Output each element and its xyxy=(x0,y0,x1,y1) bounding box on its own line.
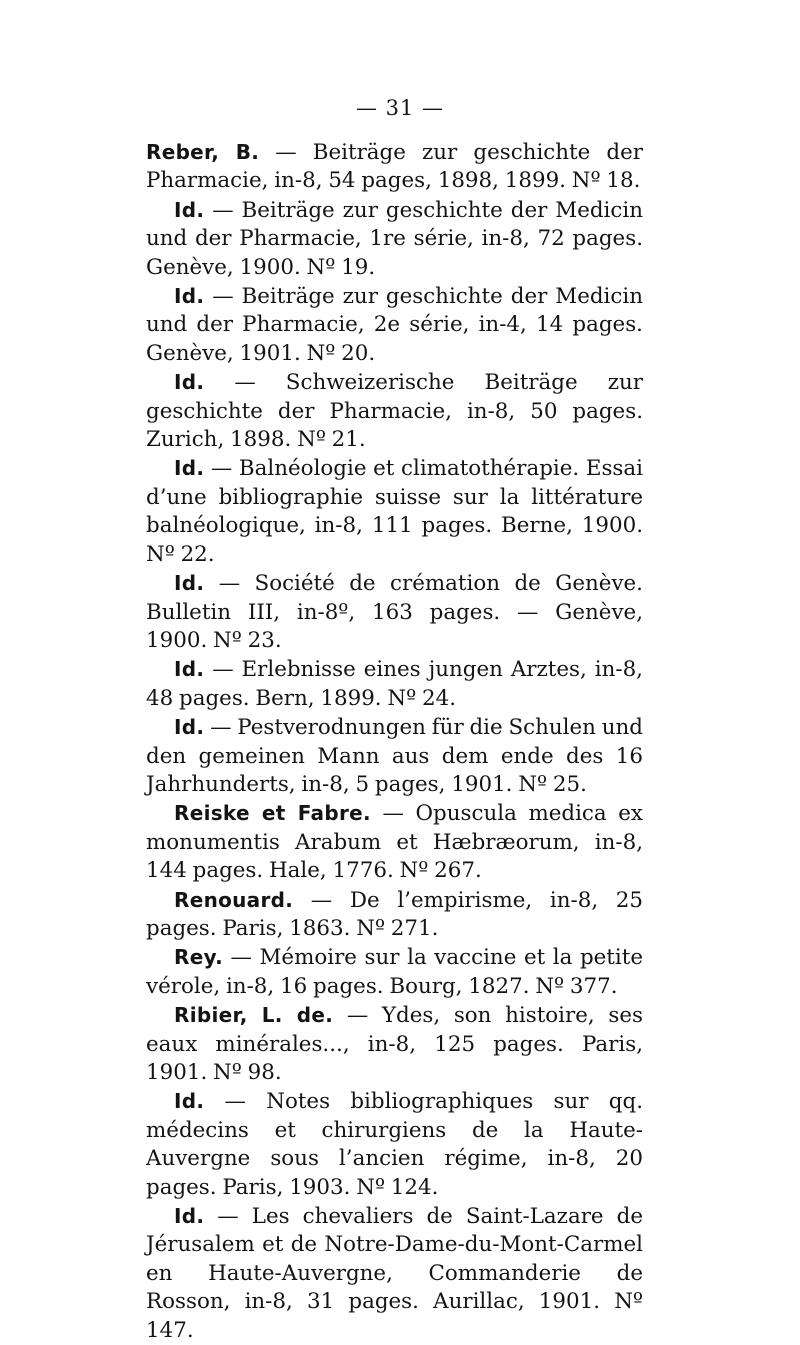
bibliography-entry xyxy=(146,282,643,368)
bibliography-entry xyxy=(146,138,643,196)
entry-author: Id. xyxy=(174,715,205,740)
entry-author: Renouard. xyxy=(174,887,294,912)
entry-author: Id. xyxy=(174,284,205,309)
entry-text: — Beiträge zur geschichte der Medicin und der Pharmacie, 2e série, in-4, 14 pages. Genève, 1901. Nº 20. xyxy=(146,284,643,366)
entry-text: — Mémoire sur la vaccine et la petite vérole, in-8, 16 pages. Bourg, 1827. Nº 377. xyxy=(146,945,643,999)
bibliography-entry xyxy=(146,943,643,1001)
entry-author: Reiske et Fabre. xyxy=(174,801,371,826)
bibliography-entry xyxy=(146,196,643,282)
bibliography-list xyxy=(146,138,643,1345)
entry-author: Id. xyxy=(174,1089,205,1114)
entry-author: Ribier, L. de. xyxy=(174,1003,334,1028)
entry-author: Rey. xyxy=(174,945,223,970)
bibliography-entry xyxy=(146,1202,643,1345)
entry-text: — Société de crémation de Genève. Bulletin III, in-8º, 163 pages. — Genève, 1900. Nº 23. xyxy=(146,571,643,653)
entry-text: — Beiträge zur geschichte der Pharmacie, in-8, 54 pages, 1898, 1899. Nº 18. xyxy=(146,140,643,194)
entry-text: — Balnéologie et climatothérapie. Essai d’une bibliographie suisse sur la littérature balnéologique, in-8, 111 pages. Berne, 1900. Nº 22. xyxy=(146,456,643,567)
entry-author: Reber, B. xyxy=(146,140,260,164)
bibliography-entry xyxy=(146,799,643,885)
bibliography-entry xyxy=(146,1001,643,1087)
bibliography-entry xyxy=(146,655,643,713)
bibliography-entry xyxy=(146,569,643,655)
entry-author: Id. xyxy=(174,370,205,395)
entry-text: — Opuscula medica ex monumentis Arabum et Hæbræorum, in-8, 144 pages. Hale, 1776. Nº 267. xyxy=(146,801,644,884)
entry-text: — De l’empirisme, in-8, 25 pages. Paris, 1863. Nº 271. xyxy=(146,887,643,941)
entry-author: Id. xyxy=(174,571,205,596)
entry-text: — Schweizerische Beiträge zur geschichte der Pharmacie, in-8, 50 pages. Zurich, 1898. Nº 21. xyxy=(146,370,643,453)
entry-text: — Pestverodnungen für die Schulen und den gemeinen Mann aus dem ende des 16 Jahrhunderts, in-8, 5 pages, 1901. Nº 25. xyxy=(146,715,643,797)
bibliography-entry xyxy=(146,1087,643,1202)
entry-text: — Beiträge zur geschichte der Medicin und der Pharmacie, 1re série, in-8, 72 pages. Genève, 1900. Nº 19. xyxy=(146,197,643,280)
entry-author: Id. xyxy=(174,456,205,481)
entry-text: — Erlebnisse eines jungen Arztes, in-8, 48 pages. Bern, 1899. Nº 24. xyxy=(146,657,643,711)
bibliography-entry xyxy=(146,713,643,799)
entry-author: Id. xyxy=(174,1204,205,1229)
page-number: — 31 — xyxy=(355,96,445,120)
entry-text: — Ydes, son histoire, ses eaux minérales..., in-8, 125 pages. Paris, 1901. Nº 98. xyxy=(146,1003,643,1085)
entry-text: — Les chevaliers de Saint-Lazare de Jérusalem et de Notre-Dame-du-Mont-Carmel en Haute-Auvergne, Commanderie de Rosson, in-8, 31 pages. Aurillac, 1901. Nº 147. xyxy=(146,1204,643,1343)
entry-author: Id. xyxy=(174,197,205,222)
entry-author: Id. xyxy=(174,657,205,682)
bibliography-entry xyxy=(146,368,643,454)
bibliography-entry xyxy=(146,886,643,944)
bibliography-entry xyxy=(146,454,643,569)
entry-text: — Notes bibliographiques sur qq. médecins et chirurgiens de la Haute-Auvergne sous l’ancien régime, in-8, 20 pages. Paris, 1903. Nº 124. xyxy=(146,1089,643,1200)
